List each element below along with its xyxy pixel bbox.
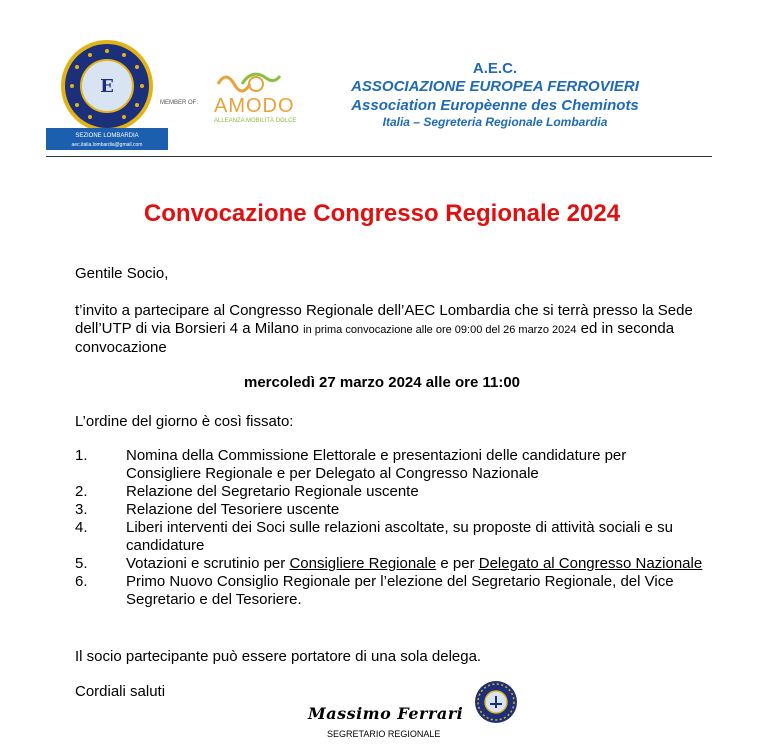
agenda-item — [75, 483, 705, 501]
header-divider — [46, 156, 712, 157]
agenda-text-part: Votazioni e scrutinio per — [126, 555, 290, 572]
agenda-text: Relazione del Segretario Regionale uscente — [126, 483, 419, 500]
agenda-number: 4. — [75, 519, 88, 536]
amodo-wordmark: AMODO — [214, 95, 295, 117]
agenda-number: 6. — [75, 573, 88, 590]
org-subtitle: Italia – Segreteria Regionale Lombardia — [382, 115, 608, 129]
svg-text:E: E — [100, 76, 114, 97]
agenda-item — [75, 573, 705, 609]
aec-lombardia-logo — [42, 36, 172, 154]
signature-name: Massimo Ferrari — [308, 704, 464, 723]
logo-email-text: aec.italia.lombardia@gmail.com — [71, 142, 143, 148]
agenda-number: 2. — [75, 483, 88, 500]
agenda-item — [75, 555, 705, 573]
agenda-text-part: e per — [436, 555, 479, 572]
aec-seal-icon — [474, 680, 518, 724]
logo-banner-text: SEZIONE LOMBARDIA — [75, 133, 139, 139]
amodo-logo — [160, 62, 300, 126]
invite-paragraph — [75, 302, 705, 357]
amodo-tagline: ALLEANZA MOBILITÀ DOLCE — [214, 118, 297, 124]
agenda-number: 1. — [75, 447, 88, 464]
org-name-french: Association Europèenne des Cheminots — [351, 97, 639, 114]
document-title: Convocazione Congresso Regionale 2024 — [143, 200, 621, 227]
consigliere-regionale-link[interactable]: Consigliere Regionale — [289, 555, 437, 572]
agenda-number: 3. — [75, 501, 88, 518]
meeting-date: mercoledì 27 marzo 2024 alle ore 11:00 — [244, 374, 520, 391]
organization-header — [330, 60, 660, 129]
agenda-item — [75, 447, 705, 483]
agenda-intro: L’ordine del giorno è così fissato: — [75, 413, 294, 430]
agenda-text — [126, 555, 705, 573]
agenda-item — [75, 501, 705, 519]
delegato-congresso-link[interactable]: Delegato al Congresso Nazionale — [478, 555, 703, 572]
signature-role: SEGRETARIO REGIONALE — [327, 729, 441, 739]
closing-note: Il socio partecipante può essere portatore di una sola delega. — [75, 648, 482, 665]
agenda-text: Relazione del Tesoriere uscente — [126, 501, 340, 518]
agenda-item — [75, 519, 705, 555]
agenda-text: Nomina della Commissione Elettorale e presentazioni delle candidature per Consigliere Regionale e per Delegato al Congresso Nazionale — [126, 447, 627, 482]
greeting: Gentile Socio, — [75, 265, 169, 282]
org-name-italian: ASSOCIAZIONE EUROPEA FERROVIERI — [351, 78, 639, 95]
invite-second-call: ed in seconda convocazione — [75, 320, 675, 356]
member-of-text: MEMBER OF: — [160, 100, 199, 106]
invite-text-main: t’invito a partecipare al Congresso Regionale dell’AEC Lombardia che si terrà presso la Sede dell’UTP di via Borsieri 4 a Milano — [75, 302, 693, 337]
agenda-number: 5. — [75, 555, 88, 572]
agenda-list — [75, 447, 705, 609]
regards: Cordiali saluti — [75, 683, 166, 700]
agenda-text: Primo Nuovo Consiglio Regionale per l’elezione del Segretario Regionale, del Vice Segretario e del Tesoriere. — [126, 573, 674, 608]
invite-first-call: in prima convocazione alle ore 09:00 del 26 marzo 2024 — [303, 324, 577, 336]
org-acronym: A.E.C. — [472, 60, 518, 77]
agenda-text: Liberi interventi dei Soci sulle relazioni ascoltate, su proposte di attività sociali e su candidature — [126, 519, 673, 554]
